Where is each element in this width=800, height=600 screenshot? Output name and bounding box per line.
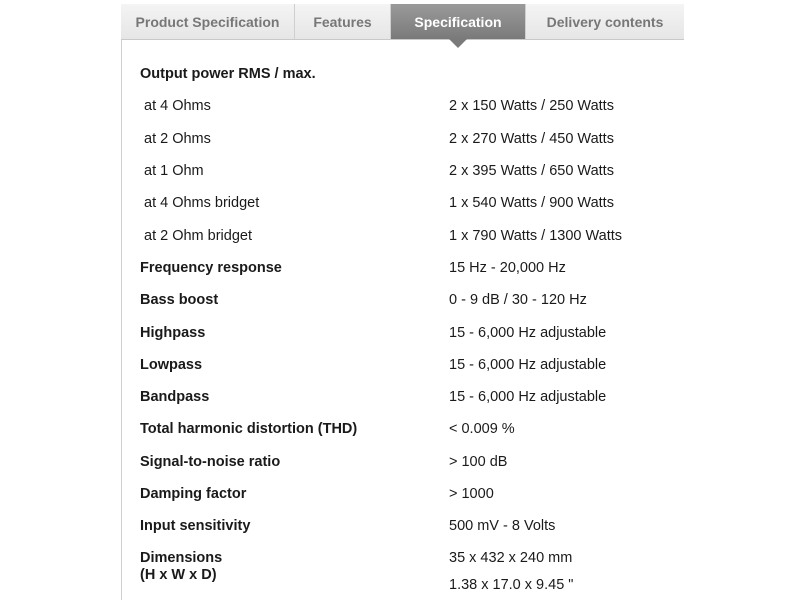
output-power-heading: Output power RMS / max. — [140, 66, 316, 83]
spec-label: at 4 Ohms bridget — [144, 195, 260, 212]
dimensions-value-inches: 1.38 x 17.0 x 9.45 " — [449, 577, 574, 594]
dimensions-row — [140, 542, 680, 594]
table-row — [140, 155, 680, 187]
table-row — [140, 446, 680, 478]
spec-value: 0 - 9 dB / 30 - 120 Hz — [449, 292, 587, 309]
spec-label: Damping factor — [140, 486, 247, 502]
spec-value: 1 x 540 Watts / 900 Watts — [449, 195, 614, 212]
spec-value: 2 x 395 Watts / 650 Watts — [449, 163, 614, 180]
table-row — [140, 349, 680, 381]
spec-label: Input sensitivity — [140, 518, 251, 535]
spec-table — [140, 58, 680, 594]
spec-label: Frequency response — [140, 259, 282, 276]
tab-bar — [121, 4, 684, 40]
dimensions-label — [140, 542, 449, 594]
dimensions-value — [449, 542, 680, 594]
table-row — [140, 252, 680, 284]
spec-label: at 1 Ohm — [144, 163, 204, 180]
spec-value: 2 x 270 Watts / 450 Watts — [449, 130, 614, 147]
spec-value: > 1000 — [449, 486, 494, 502]
spec-heading-row — [140, 58, 680, 90]
tab-specification-label: Specification — [414, 13, 502, 30]
spec-value: 1 x 790 Watts / 1300 Watts — [449, 227, 623, 244]
spec-label: Highpass — [140, 324, 206, 341]
tab-product-specification[interactable]: Product Specification — [121, 4, 294, 39]
spec-label: at 2 Ohms — [144, 130, 211, 147]
tab-delivery-contents[interactable]: Delivery contents — [525, 4, 684, 39]
spec-label: Total harmonic distortion (THD) — [140, 421, 358, 438]
table-row — [140, 90, 680, 122]
dimensions-value-mm: 35 x 432 x 240 mm — [449, 550, 573, 567]
spec-value: 2 x 150 Watts / 250 Watts — [449, 98, 614, 115]
spec-label: at 2 Ohm bridget — [144, 227, 252, 244]
table-row — [140, 381, 680, 413]
spec-label: Bandpass — [140, 389, 210, 406]
spec-label: at 4 Ohms — [144, 98, 211, 115]
spec-value: < 0.009 % — [449, 421, 515, 438]
spec-value: 15 - 6,000 Hz adjustable — [449, 356, 607, 373]
spec-value: 15 - 6,000 Hz adjustable — [449, 324, 607, 341]
table-row — [140, 510, 680, 542]
spec-label: Signal-to-noise ratio — [140, 453, 281, 470]
dimensions-label-line2: (H x W x D) — [140, 567, 217, 584]
spec-label: Lowpass — [140, 356, 203, 373]
spec-value: 15 Hz - 20,000 Hz — [449, 259, 566, 276]
table-row — [140, 284, 680, 316]
table-row — [140, 413, 680, 445]
table-row — [140, 123, 680, 155]
tab-specification[interactable] — [390, 4, 525, 39]
table-row — [140, 219, 680, 251]
spec-value: 15 - 6,000 Hz adjustable — [449, 389, 607, 406]
table-row — [140, 316, 680, 348]
spec-label: Bass boost — [140, 292, 219, 309]
table-row — [140, 478, 680, 510]
spec-value: > 100 dB — [449, 453, 508, 470]
spec-value: 500 mV - 8 Volts — [449, 518, 556, 535]
dimensions-label-line1: Dimensions — [140, 550, 223, 567]
tab-features[interactable]: Features — [294, 4, 390, 39]
table-row — [140, 187, 680, 219]
